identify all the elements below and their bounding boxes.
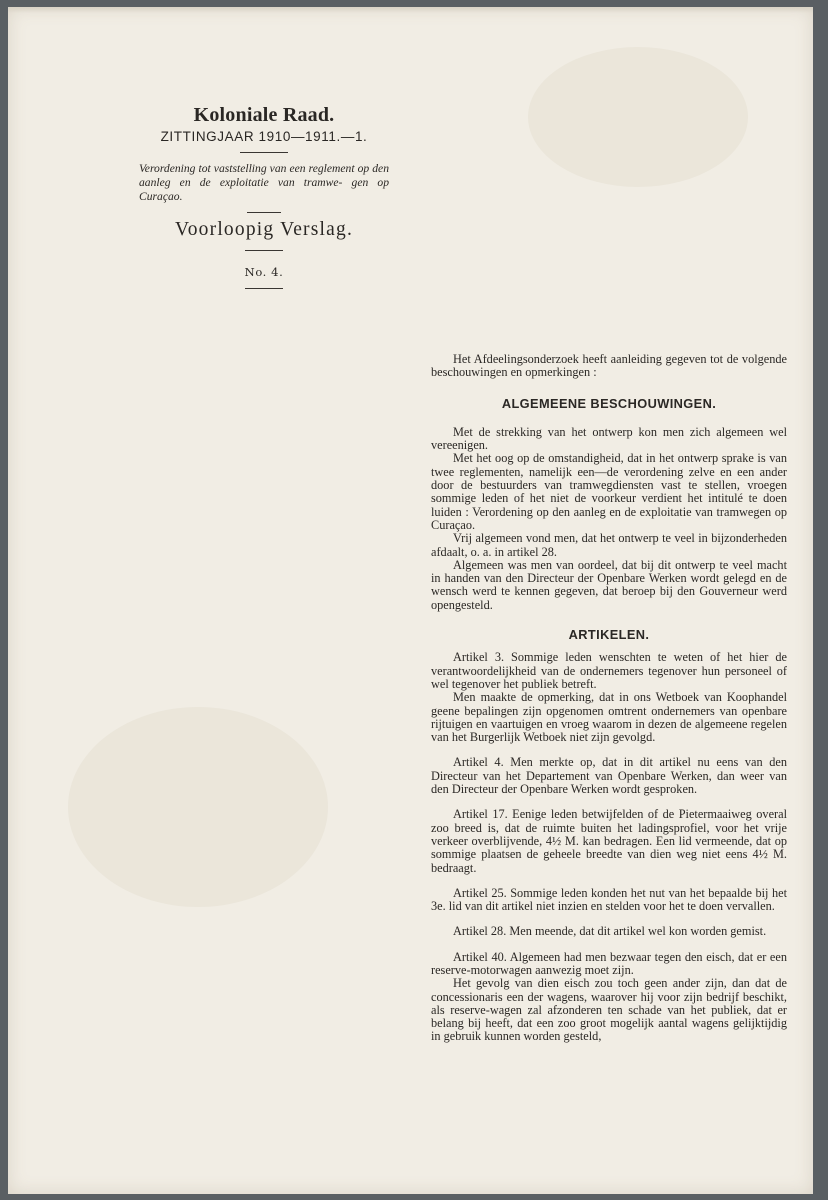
document-header [133,104,395,298]
article-28-paragraph: Artikel 28. Men meende, dat dit artikel wel kon worden gemist. [453,924,767,939]
ordinance-subject: Verordening tot vaststelling van een reglement op den aanleg en de exploitatie van tramwe- gen op Curaçao. [139,162,389,203]
divider [247,212,281,213]
session-year: ZITTINGJAAR 1910—1911.—1. [160,129,368,144]
document-number: No. 4. [244,265,284,279]
article-3-paragraph: Artikel 3. Sommige leden wenschten te weten of het hier de verantwoordelijkheid van de ondernemers tegenover hun personeel of wel tegenover het publiek betreft. [431,650,787,691]
document-page [8,7,813,1194]
divider [240,152,288,153]
general-paragraph: Met de strekking van het ontwerp kon men zich algemeen wel vereenigen. [431,424,787,453]
general-paragraph: Met het oog op de omstandigheid, dat in het ontwerp sprake is van twee reglementen, namelijk een—de verordening zelve en een ander door de bestuurders van tramwegdiensten vast te stellen, vroegen sommige leden of het niet de voorkeur verdient het intitulé te doen luiden : Verordening op den aanleg en de exploitatie van tramwegen op Curaçao. [431,451,787,532]
article-3-paragraph: Men maakte de opmerking, dat in ons Wetboek van Koophandel geene bepalingen zijn opgenomen omtrent ondernemers van openbare rijtuigen en vaartuigen en vroeg waarom in dezen de algemeene regelen van het Burgerlijk Wetboek niet zijn gevolgd. [431,690,787,745]
article-17-paragraph: Artikel 17. Eenige leden betwijfelden of de Pietermaaiweg overal zoo breed is, dat de ruimte buiten het ladingsprofiel, voor het vrije verkeer overblijvende, 4½ M. kan bedragen. Een lid vermeende, dat op sommige plaatsen de geheele breedte van dien weg niet eens 4½ M. bedraagt. [431,807,787,875]
intro-paragraph: Het Afdeelingsonderzoek heeft aanleiding gegeven tot de volgende beschouwingen en opmerkingen : [431,352,787,380]
general-paragraph: Vrij algemeen vond men, dat het ontwerp te veel in bijzonderheden afdaalt, o. a. in artikel 28. [431,531,787,559]
article-25-paragraph: Artikel 25. Sommige leden konden het nut van het bepaalde bij het 3e. lid van dit artikel niet inzien en stelden voor het te doen vervallen. [431,885,787,914]
section-title-general: ALGEMEENE BESCHOUWINGEN. [501,395,717,411]
paper-stain [528,47,748,187]
page-edge-shadow [8,7,813,13]
general-paragraph: Algemeen was men van oordeel, dat bij dit ontwerp te veel macht in handen van den Directeur der Openbare Werken wordt gelegd en de wensch werd te kennen gegeven, dat beroep bij den Gouverneur werd opengesteld. [431,557,787,612]
report-title: Voorloopig Verslag. [174,219,354,240]
divider [245,288,283,289]
article-40-paragraph: Artikel 40. Algemeen had men bezwaar tegen den eisch, dat er een reserve-motorwagen aanwezig moet zijn. [431,949,787,977]
paper-stain [68,707,328,907]
article-40-paragraph: Het gevolg van dien eisch zou toch geen ander zijn, dan dat de concessionaris een der wagens, waarover hij voor zijn bedrijf beschikt, als reserve-wagen zal afzonderen ten schade van het publiek, dat er belang bij heeft, dat een zoo groot mogelijk aantal wagens gelijktijdig in gebruik kunnen worden gesteld, [431,976,787,1044]
report-body [431,353,787,1044]
divider [245,250,283,251]
council-name: Koloniale Raad. [193,104,335,126]
article-4-paragraph: Artikel 4. Men merkte op, dat in dit artikel nu eens van den Directeur van het Departement van Openbare Werken, dan weer van den Directeur der Openbare Werken wordt gesproken. [431,755,787,797]
section-title-articles: ARTIKELEN. [568,627,650,643]
